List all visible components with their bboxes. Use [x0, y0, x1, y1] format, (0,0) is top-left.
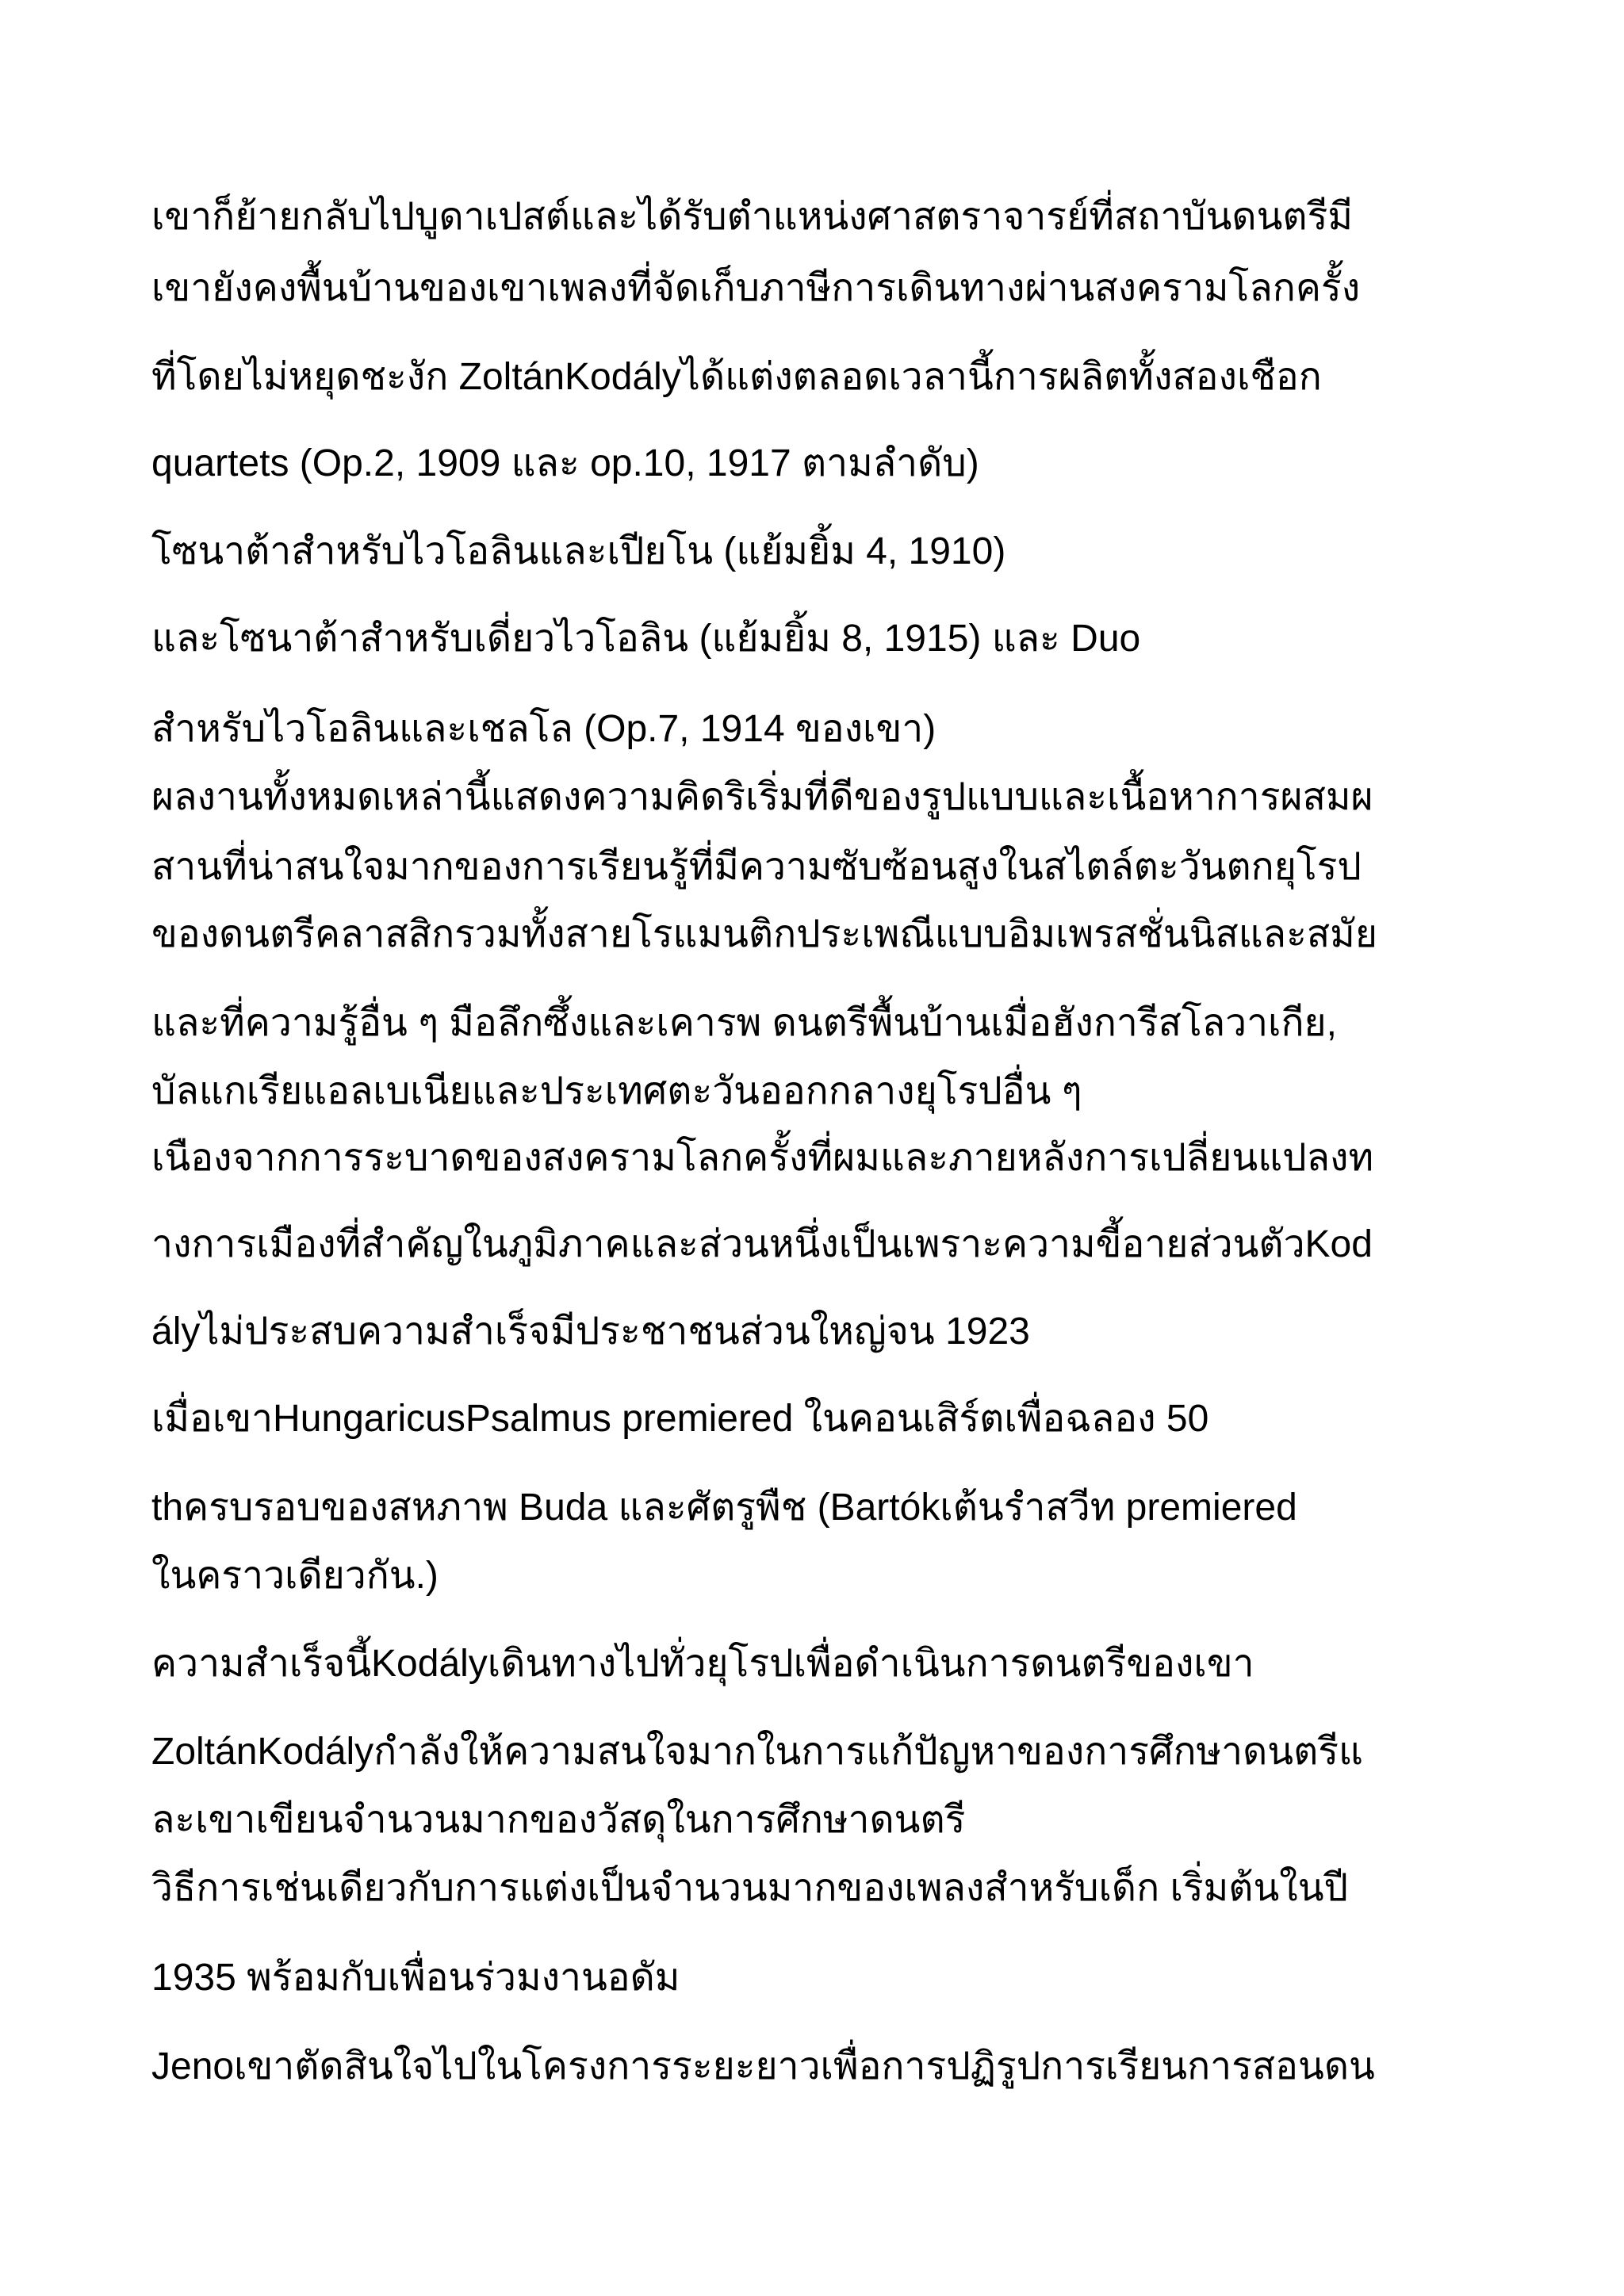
body-text-line: thครบรอบของสหภาพ Buda และศัตรูพืช (Bartókเต้นรำสวีท premiered [151, 1487, 1297, 1529]
body-text-line: สำหรับไวโอลินและเชลโล (Op.7, 1914 ของเขา) [151, 708, 936, 750]
body-text-line: และโซนาต้าสำหรับเดี่ยวไวโอลิน (แย้มยิ้ม 8, 1915) และ Duo [151, 618, 1141, 660]
body-text-line: บัลแกเรียแอลเบเนียและประเทศตะวันออกกลางยุโรปอื่น ๆ [151, 1070, 1082, 1112]
body-text-line: ályไม่ประสบความสำเร็จมีประชาชนส่วนใหญ่จน 1923 [151, 1311, 1030, 1353]
body-text-line: ที่โดยไม่หยุดชะงัก ZoltánKodályได้แต่งตลอดเวลานี้การผลิตทั้งสองเชือก [151, 356, 1322, 398]
body-text-line: quartets (Op.2, 1909 และ op.10, 1917 ตามลำดับ) [151, 442, 979, 484]
body-text-line: ความสำเร็จนี้Kodályเดินทางไปทั่วยุโรปเพื่อดำเนินการดนตรีของเขา [151, 1643, 1254, 1685]
body-text-line: Jenoเขาตัดสินใจไปในโครงการระยะยาวเพื่อการปฏิรูปการเรียนการสอนดน [151, 2045, 1375, 2087]
body-text-line: วิธีการเช่นเดียวกับการแต่งเป็นจำนวนมากของเพลงสำหรับเด็ก เริ่มต้นในปี [151, 1867, 1348, 1909]
body-text-line: ละเขาเขียนจำนวนมากของวัสดุในการศึกษาดนตรี [151, 1799, 966, 1841]
body-text-line: สานที่น่าสนใจมากของการเรียนรู้ที่มีความซับซ้อนสูงในสไตล์ตะวันตกยุโรป [151, 846, 1362, 888]
body-text-line: ในคราวเดียวกัน.) [151, 1555, 439, 1597]
body-text-line: เขาก็ย้ายกลับไปบูดาเปสต์และได้รับตำแหน่งศาสตราจารย์ที่สถาบันดนตรีมี [151, 196, 1353, 238]
body-text-line: เมื่อเขาHungaricusPsalmus premiered ในคอนเสิร์ตเพื่อฉลอง 50 [151, 1398, 1209, 1440]
body-text-line: ของดนตรีคลาสสิกรวมทั้งสายโรแมนติกประเพณีแบบอิมเพรสชั่นนิสและสมัย [151, 913, 1377, 955]
body-text-line: เขายังคงพื้นบ้านของเขาเพลงที่จัดเก็บภาษีการเดินทางผ่านสงครามโลกครั้ง [151, 267, 1361, 309]
body-text-line: เนืองจากการระบาดของสงครามโลกครั้งที่ผมและภายหลังการเปลี่ยนแปลงท [151, 1137, 1374, 1179]
body-text-line: และที่ความรู้อื่น ๆ มือลึกซึ้งและเคารพ ดนตรีพื้นบ้านเมื่อฮังการีสโลวาเกีย, [151, 1002, 1337, 1044]
body-text-line: างการเมืองที่สำคัญในภูมิภาคและส่วนหนึ่งเป็นเพราะความขี้อายส่วนตัวKod [151, 1223, 1373, 1265]
body-text-line: ผลงานทั้งหมดเหล่านี้แสดงความคิดริเริ่มที่ดีของรูปแบบและเนื้อหาการผสมผ [151, 776, 1373, 818]
body-text-line: ZoltánKodályกำลังให้ความสนใจมากในการแก้ปัญหาของการศึกษาดนตรีแ [151, 1731, 1363, 1773]
body-text-line: 1935 พร้อมกับเพื่อนร่วมงานอดัม [151, 1957, 680, 1999]
body-text-line: โซนาต้าสำหรับไวโอลินและเปียโน (แย้มยิ้ม 4, 1910) [151, 530, 1006, 572]
